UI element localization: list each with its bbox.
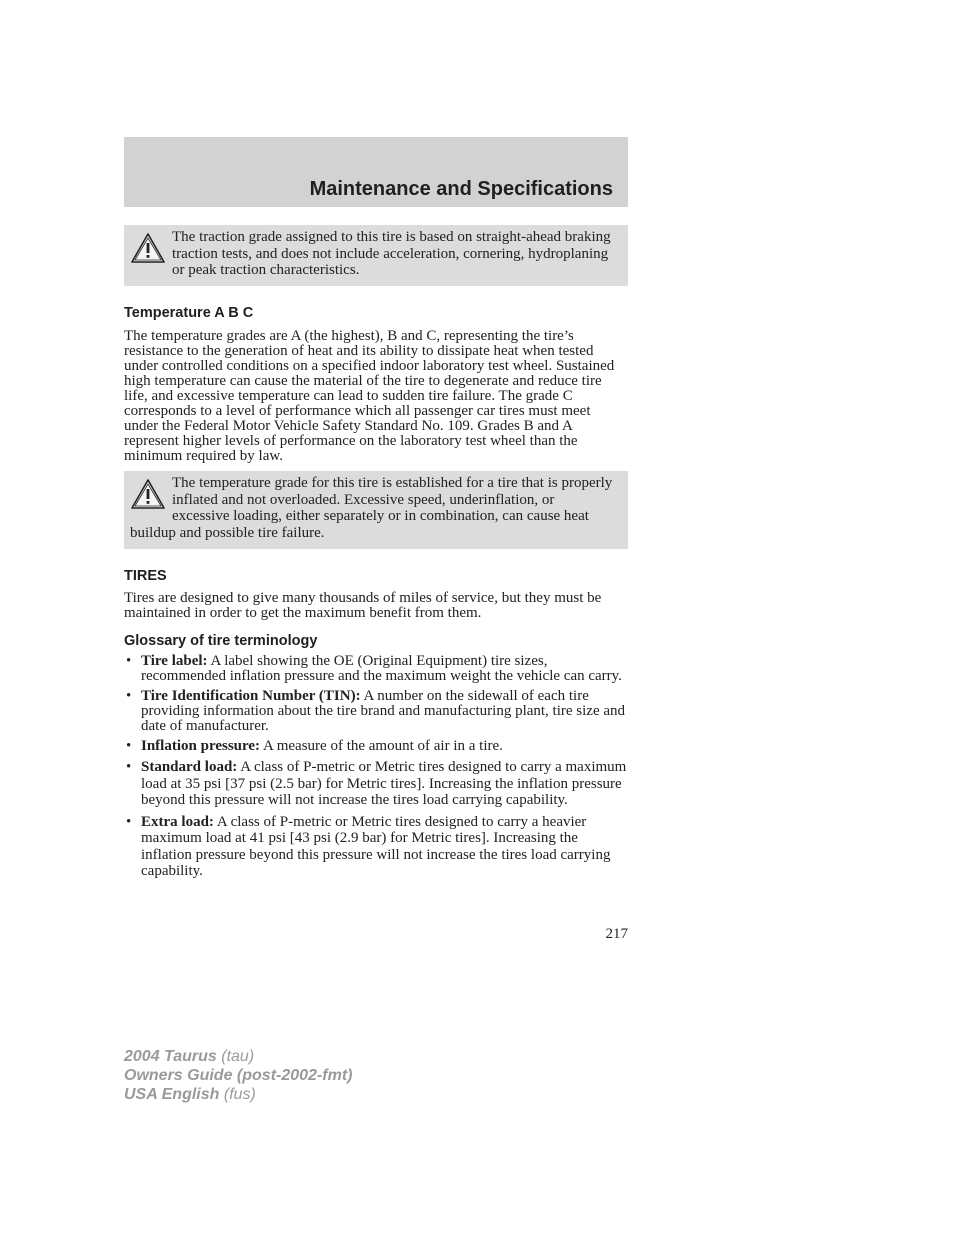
footer-language: USA English bbox=[124, 1086, 220, 1103]
glossary-item-tin bbox=[124, 689, 628, 734]
glossary-definition: A number on the sidewall of each tire providing information about the tire brand and manufacturing plant, tire size and date of manufacturer. bbox=[141, 688, 626, 734]
warning-text: The temperature grade for this tire is established for a tire that is properly inflated and not overloaded. Excessive speed, underinflation, or excessive loading, either separately or in combination, can cause heat buildup and possible tire failure. bbox=[130, 475, 613, 541]
footer-line-guide: Owners Guide (post-2002-fmt) bbox=[124, 1067, 353, 1084]
glossary-list bbox=[124, 654, 628, 885]
glossary-definition: A class of P-metric or Metric tires designed to carry a heavier maximum load at 41 psi [43 psi (2.9 bar) for Metric tires]. Increasing the inflation pressure beyond this pressure will not increase the tires load carrying capability. bbox=[141, 813, 611, 879]
glossary-item-extra-load bbox=[124, 814, 628, 880]
temperature-paragraph: The temperature grades are A (the highest), B and C, representing the tire’s resistance to the generation of heat and its ability to dissipate heat when tested under controlled conditions on a specified indoor laboratory test wheel. Sustained high temperature can cause the material of the tire to degenerate and reduce tire life, and excessive temperature can lead to sudden tire failure. The grade C corresponds to a level of performance which all passenger car tires must meet under the Federal Motor Vehicle Safety Standard No. 109. Grades B and A represent higher levels of performance on the laboratory test wheel than the minimum required by law. bbox=[124, 328, 615, 464]
footer-line-language bbox=[124, 1085, 352, 1104]
glossary-definition: A class of P-metric or Metric tires designed to carry a maximum load at 35 psi [37 psi (2.5 bar) for Metric tires]. Increasing the inflation pressure beyond this pressure will not increase the tires load carrying capability. bbox=[141, 759, 627, 808]
glossary-term: Inflation pressure: bbox=[141, 738, 261, 754]
bullet-icon: • bbox=[126, 759, 132, 775]
page-number: 217 bbox=[605, 926, 628, 942]
glossary-item-standard-load bbox=[124, 759, 628, 809]
document-footer bbox=[124, 1047, 352, 1104]
glossary-term: Tire Identification Number (TIN): bbox=[141, 688, 361, 704]
footer-model: 2004 Taurus bbox=[124, 1048, 217, 1065]
footer-model-code: (tau) bbox=[221, 1048, 255, 1065]
bullet-icon: • bbox=[126, 688, 132, 704]
section-header-band bbox=[124, 137, 628, 207]
glossary-term: Tire label: bbox=[141, 653, 208, 669]
tires-paragraph: Tires are designed to give many thousands of miles of service, but they must be maintained in order to get the maximum benefit from them. bbox=[124, 590, 602, 621]
warning-triangle-icon bbox=[130, 478, 166, 510]
footer-language-code: (fus) bbox=[223, 1086, 256, 1103]
page-title: Maintenance and Specifications bbox=[309, 178, 613, 200]
glossary-definition: A measure of the amount of air in a tire. bbox=[260, 738, 503, 754]
tires-heading: TIRES bbox=[124, 568, 167, 584]
bullet-icon: • bbox=[126, 738, 132, 754]
glossary-term: Extra load: bbox=[141, 813, 214, 830]
glossary-item-inflation-pressure bbox=[124, 739, 628, 754]
warning-text: The traction grade assigned to this tire is based on straight-ahead braking traction tests, and does not include acceleration, cornering, hydroplaning or peak traction characteristics. bbox=[172, 229, 611, 278]
glossary-definition: A label showing the OE (Original Equipment) tire sizes, recommended inflation pressure and the maximum weight the vehicle can carry. bbox=[141, 653, 622, 684]
bullet-icon: • bbox=[126, 813, 132, 830]
glossary-term: Standard load: bbox=[141, 759, 238, 775]
bullet-icon: • bbox=[126, 653, 132, 669]
footer-line-model bbox=[124, 1047, 352, 1066]
temperature-heading: Temperature A B C bbox=[124, 305, 254, 321]
warning-box-traction bbox=[124, 225, 628, 286]
glossary-item-tire-label bbox=[124, 654, 628, 684]
glossary-heading: Glossary of tire terminology bbox=[124, 633, 318, 649]
warning-box-temperature bbox=[124, 471, 628, 549]
warning-triangle-icon bbox=[130, 232, 166, 264]
